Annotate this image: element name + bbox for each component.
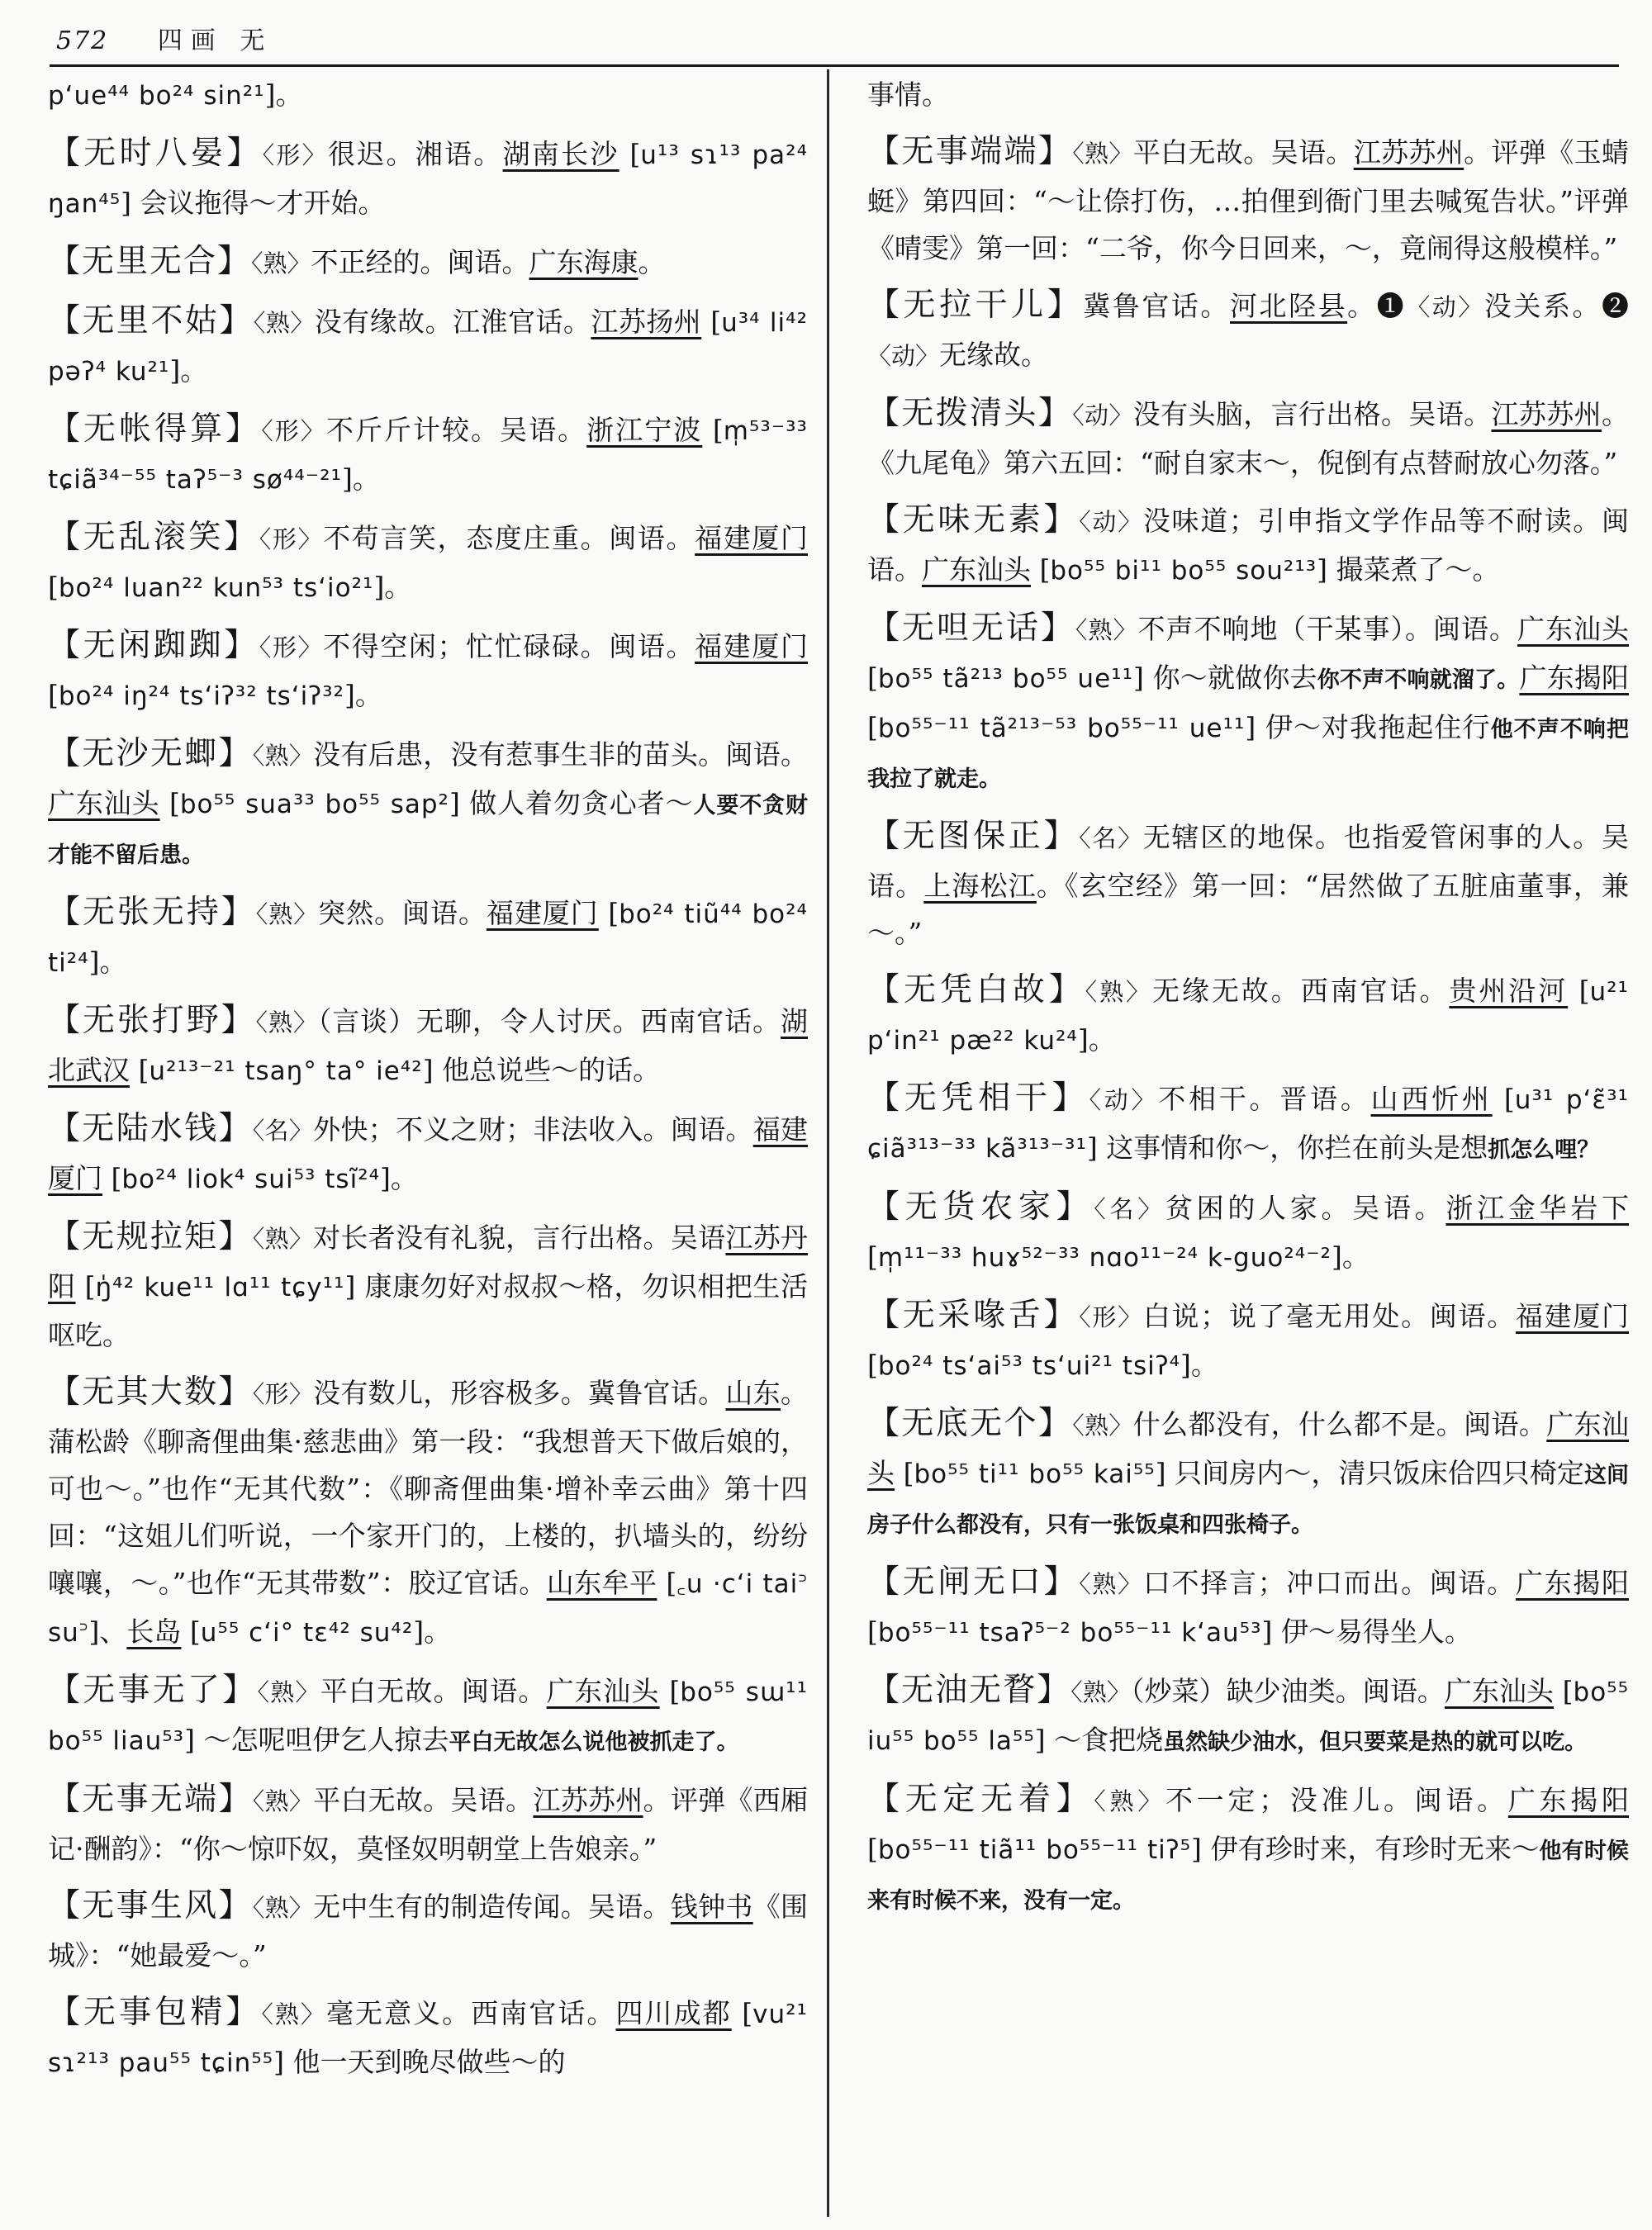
column-divider <box>827 69 829 2217</box>
dictionary-entry: 【无事无了】〈熟〉平白无故。闽语。广东汕头 [bo⁵⁵ sɯ¹¹ bo⁵⁵ liau⁵³] ～怎呢呾伊乞人掠去平白无故怎么说他被抓走了。 <box>48 1672 808 1756</box>
dictionary-entry: 【无油无瞀】〈熟〉（炒菜）缺少油类。闽语。广东汕头 [bo⁵⁵ iu⁵⁵ bo⁵⁵ la⁵⁵] ～食把烧虽然缺少油水，但只要菜是热的就可以吃。 <box>867 1672 1630 1756</box>
dictionary-entry: 【无事端端】〈熟〉平白无故。吴语。江苏苏州。评弹《玉蜻蜓》第四回：“～让倷打伤，…拍俚到衙门里去喊冤告状。”评弹《晴雯》第一回：“二爷，你今日回来，～，竟闹得这般模样。” <box>867 133 1629 264</box>
dictionary-entry: 【无凭白故】〈熟〉无缘无故。西南官话。贵州沿河 [u²¹ p‘in²¹ pæ²² ku²⁴]。 <box>867 971 1629 1056</box>
dictionary-entry: 【无帐得算】〈形〉不斤斤计较。吴语。浙江宁波 [m̩⁵³⁻³³ tɕiã³⁴⁻⁵⁵ taʔ⁵⁻³ sø⁴⁴⁻²¹]。 <box>48 410 808 495</box>
dictionary-entry: 【无事生风】〈熟〉无中生有的制造传闻。吴语。钱钟书《围城》：“她最爱～。” <box>48 1887 809 1971</box>
dictionary-entry: 【无陆水钱】〈名〉外快；不义之财；非法收入。闽语。福建厦门 [bo²⁴ liok⁴ sui⁵³ tsĩ²⁴]。 <box>48 1110 809 1194</box>
dictionary-entry: p‘ue⁴⁴ bo²⁴ sin²¹]。 <box>48 78 303 111</box>
dictionary-entry: 【无图保正】〈名〉无辖区的地保。也指爱管闲事的人。吴语。上海松江。《玄空经》第一回：“居然做了五脏庙董事，兼～。” <box>867 818 1630 949</box>
left-column <box>48 71 808 2097</box>
dictionary-entry: 【无里无合】〈熟〉不正经的。闽语。广东海康。 <box>48 243 666 280</box>
dictionary-entry: 【无事包精】〈熟〉毫无意义。西南官话。四川成都 [vu²¹ sɿ²¹³ pau⁵⁵ tɕin⁵⁵] 他一天到晚尽做些～的 <box>48 1994 808 2078</box>
dictionary-entry: 事情。 <box>867 78 949 111</box>
dictionary-entry: 【无呾无话】〈熟〉不声不响地（干某事）。闽语。广东汕头 [bo⁵⁵ tã²¹³ bo⁵⁵ ue¹¹] 你～就做你去你不声不响就溜了。广东揭阳 [bo⁵⁵⁻¹¹ tã²¹³⁻⁵³ bo⁵⁵⁻¹¹ ue¹¹] 伊～对我拖起住行他不声不响把我拉了就走。 <box>867 610 1630 792</box>
dictionary-entry: 【无底无个】〈熟〉什么都没有，什么都不是。闽语。广东汕头 [bo⁵⁵ ti¹¹ bo⁵⁵ kai⁵⁵] 只间房内～，清只饭床佮四只椅定这间房子什么都没有，只有一张饭桌和四张椅子。 <box>867 1405 1629 1538</box>
dictionary-entry: 【无拨清头】〈动〉没有头脑，言行出格。吴语。江苏苏州。《九尾龟》第六五回：“耐自家末～，倪倒有点替耐放心勿落。” <box>867 395 1629 479</box>
dictionary-entry: 【无乱滚笑】〈形〉不苟言笑，态度庄重。闽语。福建厦门 [bo²⁴ luan²² kun⁵³ ts‘io²¹]。 <box>48 519 808 603</box>
section-title: 四画 无 <box>157 26 273 55</box>
right-column <box>867 71 1629 1934</box>
dictionary-entry: 【无拉干儿】冀鲁官话。河北陉县。❶〈动〉没关系。❷〈动〉无缘故。 <box>867 287 1630 371</box>
dictionary-entry: 【无张无持】〈熟〉突然。闽语。福建厦门 [bo²⁴ tiũ⁴⁴ bo²⁴ ti²⁴]。 <box>48 894 808 978</box>
dictionary-entry: 【无闲踟踟】〈形〉不得空闲；忙忙碌碌。闽语。福建厦门 [bo²⁴ iŋ²⁴ ts‘iʔ³² ts‘iʔ³²]。 <box>48 627 808 711</box>
dictionary-entry: 【无张打野】〈熟〉（言谈）无聊，令人讨厌。西南官话。湖北武汉 [u²¹³⁻²¹ tsaŋ° ta° ie⁴²] 他总说些～的话。 <box>48 1002 808 1086</box>
dictionary-entry: 【无味无素】〈动〉没味道；引申指文学作品等不耐读。闽语。广东汕头 [bo⁵⁵ bi¹¹ bo⁵⁵ sou²¹³] 撮菜煮了～。 <box>867 501 1629 586</box>
dictionary-entry: 【无定无着】〈熟〉不一定；没准儿。闽语。广东揭阳 [bo⁵⁵⁻¹¹ tiã¹¹ bo⁵⁵⁻¹¹ tiʔ⁵] 伊有珍时来，有珍时无来～他有时候来有时候不来，没有一定。 <box>867 1781 1630 1914</box>
dictionary-entry: 【无沙无蝍】〈熟〉没有后患，没有惹事生非的苗头。闽语。广东汕头 [bo⁵⁵ sua³³ bo⁵⁵ sap²] 做人着勿贪心者～人要不贪财才能不留后患。 <box>48 735 808 868</box>
dictionary-entry: 【无采喙舌】〈形〉白说；说了毫无用处。闽语。福建厦门 [bo²⁴ ts‘ai⁵³ ts‘ui²¹ tsiʔ⁴]。 <box>867 1297 1630 1381</box>
dictionary-entry: 【无闸无口】〈熟〉口不择言；冲口而出。闽语。广东揭阳 [bo⁵⁵⁻¹¹ tsaʔ⁵⁻² bo⁵⁵⁻¹¹ k‘au⁵³] 伊～易得坐人。 <box>867 1563 1630 1648</box>
dictionary-entry: 【无凭相干】〈动〉不相干。晋语。山西忻州 [u³¹ p‘ɛ̃³¹ ɕiã³¹³⁻³³ kã³¹³⁻³¹] 这事情和你～，你拦在前头是想抓怎么哩？ <box>867 1079 1629 1164</box>
dictionary-entry: 【无时八晏】〈形〉很迟。湘语。湖南长沙 [u¹³ sɿ¹³ pa²⁴ ŋan⁴⁵] 会议拖得～才开始。 <box>48 135 809 219</box>
page-header <box>50 23 1619 67</box>
dictionary-entry: 【无货农家】〈名〉贫困的人家。吴语。浙江金华岩下 [m̩¹¹⁻³³ huɤ⁵²⁻³³ nɑo¹¹⁻²⁴ k-guo²⁴⁻²]。 <box>867 1189 1629 1273</box>
dictionary-entry: 【无里不姑】〈熟〉没有缘故。江淮官话。江苏扬州 [u³⁴ li⁴² pəʔ⁴ ku²¹]。 <box>48 302 809 387</box>
dictionary-entry: 【无规拉矩】〈熟〉对长者没有礼貌，言行出格。吴语江苏丹阳 [ŋ̍⁴² kue¹¹ lɑ¹¹ tɕy¹¹] 康康勿好对叔叔～格，勿识相把生活呕吃。 <box>48 1218 808 1351</box>
dictionary-entry: 【无事无端】〈熟〉平白无故。吴语。江苏苏州。评弹《西厢记·酬韵》：“你～惊吓奴，莫怪奴明朝堂上告娘亲。” <box>48 1781 809 1865</box>
dictionary-entry: 【无其大数】〈形〉没有数儿，形容极多。冀鲁官话。山东。蒲松龄《聊斋俚曲集·慈悲曲》第一段：“我想普天下做后娘的，可也～。”也作“无其代数”：《聊斋俚曲集·增补幸云曲》第十四回：“这姐儿们听说，一个家开门的，上楼的，扒墙头的，纷纷嚷嚷，～。”也作“无其带数”：胶辽官话。山东牟平 [꜀u ·c‘i tai꜄ su꜄]、长岛 [u⁵⁵ c‘i° tɛ⁴² su⁴²]。 <box>48 1374 808 1648</box>
page-number: 572 <box>56 26 109 55</box>
